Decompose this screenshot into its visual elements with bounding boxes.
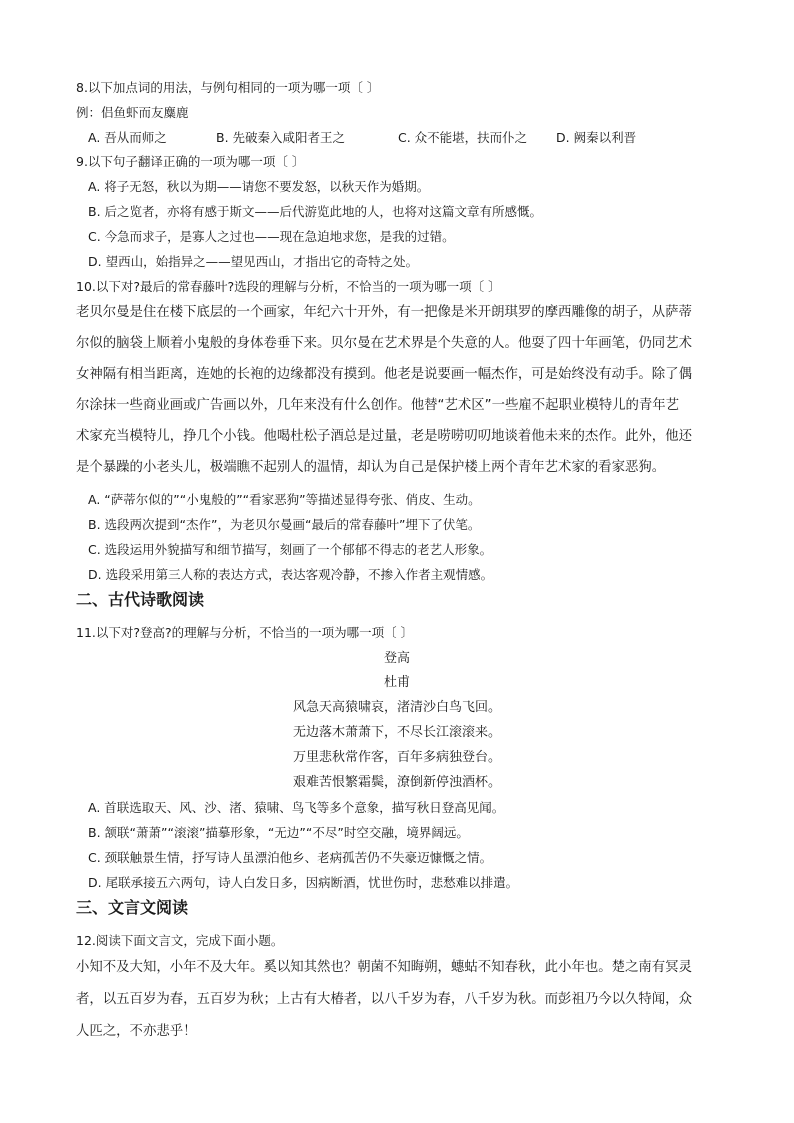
q8-stem: 8.以下加点词的用法，与例句相同的一项为哪一项〔 〕 bbox=[76, 80, 380, 95]
q9-option-c: C. 今急而求子，是寡人之过也——现在急迫地求您，是我的过错。 bbox=[88, 229, 455, 244]
q10-passage-line: 是个暴躁的小老头儿，极端瞧不起别人的温情，却认为自己是保护楼上两个青年艺术家的看家恶狗。 bbox=[76, 460, 666, 475]
q11-option-c: C. 颈联触景生情，抒写诗人虽漂泊他乡、老病孤苦仍不失豪迈慷慨之情。 bbox=[88, 850, 493, 865]
q8-option-d: D. 阙秦以利晋 bbox=[556, 130, 637, 145]
q9-option-b: B. 后之览者，亦将有感于斯文——后代游览此地的人，也将对这篇文章有所感慨。 bbox=[88, 204, 543, 219]
q10-option-d: D. 选段采用第三人称的表达方式，表达客观冷静，不掺入作者主观情感。 bbox=[88, 567, 494, 582]
q10-passage-line: 尔似的脑袋上顺着小鬼般的身体卷垂下来。贝尔曼在艺术界是个失意的人。他耍了四十年画笔，仍同艺术 bbox=[76, 336, 692, 351]
q10-passage-line: 尔涂抹一些商业画或广告画以外，几年来没有什么创作。他替“艺术区”一些雇不起职业模特儿的青年艺 bbox=[76, 398, 680, 413]
q9-stem: 9.以下句子翻译正确的一项为哪一项〔 〕 bbox=[76, 154, 305, 169]
q10-option-a: A. “萨蒂尔似的”“小鬼般的”“看家恶狗”等描述显得夸张、俏皮、生动。 bbox=[88, 492, 481, 507]
q12-passage-line: 小知不及大知，小年不及大年。奚以知其然也？朝菌不知晦朔，蟪蛄不知春秋，此小年也。楚之南有冥灵 bbox=[76, 960, 692, 975]
section-heading: 二、古代诗歌阅读 bbox=[76, 590, 205, 609]
poem-line: 万里悲秋常作客，百年多病独登台。 bbox=[292, 750, 501, 765]
q8-example: 例：侣鱼虾而友麋鹿 bbox=[76, 105, 189, 120]
poem-title: 登高 bbox=[383, 651, 410, 666]
poem-line: 风急天高猿啸哀，渚清沙白鸟飞回。 bbox=[292, 700, 501, 715]
q12-passage-line: 人匹之，不亦悲乎！ bbox=[76, 1024, 197, 1039]
q12-stem: 12.阅读下面文言文，完成下面小题。 bbox=[76, 933, 284, 948]
q9-option-a: A. 将子无怒，秋以为期——请您不要发怒，以秋天作为婚期。 bbox=[88, 179, 430, 194]
q10-option-b: B. 选段两次提到“杰作”，为老贝尔曼画“最后的常春藤叶”埋下了伏笔。 bbox=[88, 517, 481, 532]
q11-stem: 11.以下对?登高?的理解与分析，不恰当的一项为哪一项〔 〕 bbox=[76, 625, 414, 640]
q12-passage-line: 者，以五百岁为春，五百岁为秋；上古有大椿者，以八千岁为春，八千岁为秋。而彭祖乃今以久特闻，众 bbox=[76, 992, 692, 1007]
poem-author: 杜甫 bbox=[383, 675, 410, 690]
q10-stem: 10.以下对?最后的常春藤叶?选段的理解与分析，不恰当的一项为哪一项〔 〕 bbox=[76, 279, 501, 294]
q11-option-d: D. 尾联承接五六两句，诗人白发日多，因病断酒，忧世伤时，悲愁难以排遣。 bbox=[88, 875, 519, 890]
section-heading: 三、文言文阅读 bbox=[76, 898, 189, 917]
q9-option-d: D. 望西山，始指异之——望见西山，才指出它的奇特之处。 bbox=[88, 254, 419, 269]
q8-option-b: B. 先破秦入咸阳者王之 bbox=[216, 130, 346, 145]
q8-option-c: C. 众不能堪，扶而仆之 bbox=[398, 130, 528, 145]
q10-passage-line: 老贝尔曼是住在楼下底层的一个画家，年纪六十开外，有一把像是米开朗琪罗的摩西雕像的胡子，从萨蒂 bbox=[76, 305, 692, 320]
q10-passage-line: 女神隔有相当距离，连她的长袍的边缘都没有摸到。他老是说要画一幅杰作，可是始终没有动手。除了偶 bbox=[76, 367, 692, 382]
q10-passage-line: 术家充当模特儿，挣几个小钱。他喝杜松子酒总是过量，老是唠唠叨叨地谈着他未来的杰作。此外，他还 bbox=[76, 429, 692, 444]
q11-option-a: A. 首联选取天、风、沙、渚、猿啸、鸟飞等多个意象，描写秋日登高见闻。 bbox=[88, 800, 505, 815]
q8-option-a: A. 吾从而师之 bbox=[88, 130, 167, 145]
q11-option-b: B. 颔联“萧萧”“滚滚”描摹形象，“无边”“不尽”时空交融，境界阔远。 bbox=[88, 825, 469, 840]
q10-option-c: C. 选段运用外貌描写和细节描写，刻画了一个郁郁不得志的老艺人形象。 bbox=[88, 542, 493, 557]
poem-line: 无边落木萧萧下，不尽长江滚滚来。 bbox=[292, 725, 501, 740]
poem-line: 艰难苦恨繁霜鬓，潦倒新停浊酒杯。 bbox=[292, 775, 501, 790]
